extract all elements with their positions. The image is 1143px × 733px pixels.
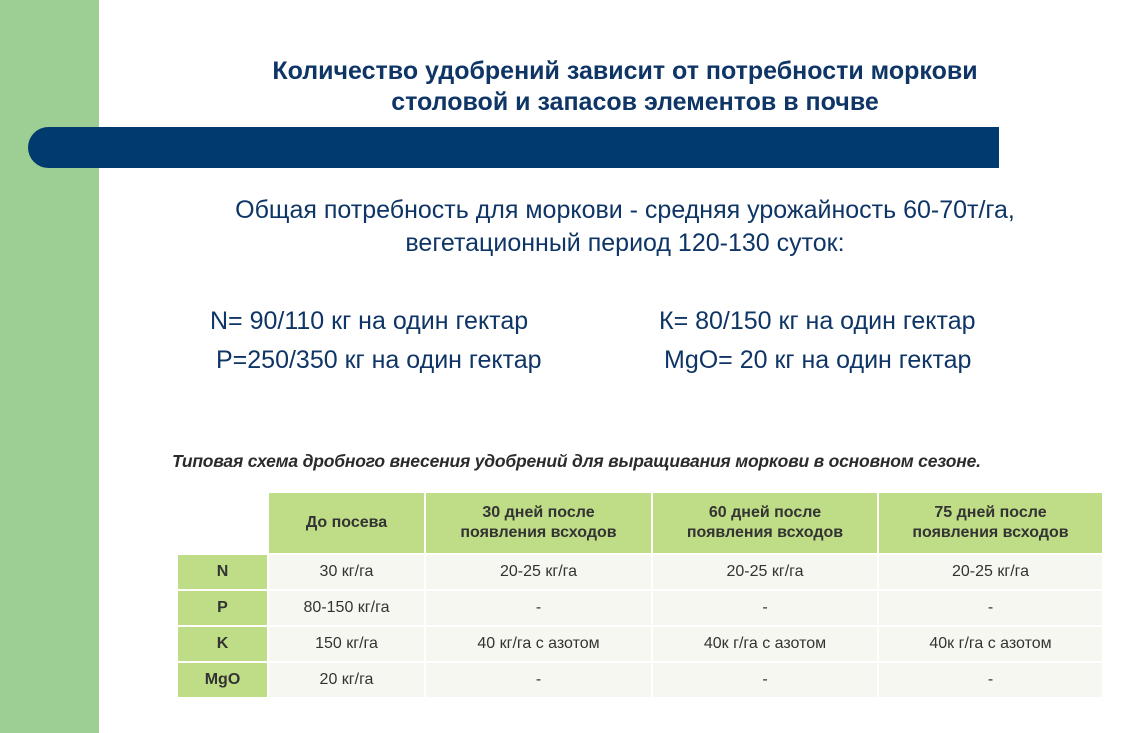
header-30-days-line-2: появления всходов (460, 524, 617, 541)
left-decorative-band (0, 0, 99, 733)
table-cell: - (425, 662, 652, 698)
slide-title (140, 56, 1110, 118)
row-label: N (177, 554, 268, 590)
header-30-days-line-1: 30 дней после (482, 504, 595, 521)
intro-text (130, 194, 1120, 260)
row-label: MgO (177, 662, 268, 698)
table-cell: - (878, 662, 1103, 698)
table-cell: 30 кг/га (268, 554, 425, 590)
intro-line-1: Общая потребность для моркови - средняя урожайность 60-70т/га, (235, 196, 1015, 224)
table-row (177, 554, 1103, 590)
nutrient-mgo: MgO= 20 кг на один гектар (664, 346, 972, 374)
header-60-days-line-1: 60 дней после (708, 504, 822, 521)
table-caption: Типовая схема дробного внесения удобрений для выращивания моркови в основном сезоне. (172, 451, 981, 471)
row-label: P (177, 590, 268, 626)
table-cell: 20-25 кг/га (878, 554, 1103, 590)
nutrient-p: P=250/350 кг на один гектар (216, 346, 542, 374)
table-cell: 40к г/га с азотом (878, 626, 1103, 662)
slide-title-line-2: столовой и запасов элементов в почве (391, 88, 879, 116)
header-60-days (652, 492, 878, 554)
row-label: K (177, 626, 268, 662)
intro-line-2: вегетационный период 120-130 суток: (405, 229, 845, 257)
header-30-days (425, 492, 652, 554)
table-cell: - (425, 590, 652, 626)
header-before-sowing-label: До посева (305, 514, 388, 531)
table-cell: 40к г/га с азотом (652, 626, 878, 662)
header-75-days-line-2: появления всходов (912, 524, 1069, 541)
table-cell: 80-150 кг/га (268, 590, 425, 626)
table-cell: 40 кг/га с азотом (425, 626, 652, 662)
table-cell: 150 кг/га (268, 626, 425, 662)
table-cell: 20-25 кг/га (652, 554, 878, 590)
header-75-days-line-1: 75 дней после (934, 504, 1047, 521)
header-before-sowing (268, 492, 425, 554)
table-corner-cell (177, 492, 268, 554)
slide-title-line-1: Количество удобрений зависит от потребности моркови (272, 57, 978, 85)
nutrient-n: N= 90/110 кг на один гектар (210, 307, 529, 335)
header-60-days-line-2: появления всходов (686, 524, 844, 541)
table-cell: - (652, 590, 878, 626)
table-row (177, 590, 1103, 626)
fertilizer-schedule-table (176, 491, 1102, 699)
table-header-row (177, 492, 1103, 554)
title-divider-bar (28, 127, 999, 168)
table-cell: 20 кг/га (268, 662, 425, 698)
nutrient-k: К= 80/150 кг на один гектар (659, 307, 976, 335)
table-row (177, 626, 1103, 662)
table-cell: - (878, 590, 1103, 626)
header-75-days (878, 492, 1103, 554)
table-row (177, 662, 1103, 698)
table-cell: - (652, 662, 878, 698)
table-cell: 20-25 кг/га (425, 554, 652, 590)
